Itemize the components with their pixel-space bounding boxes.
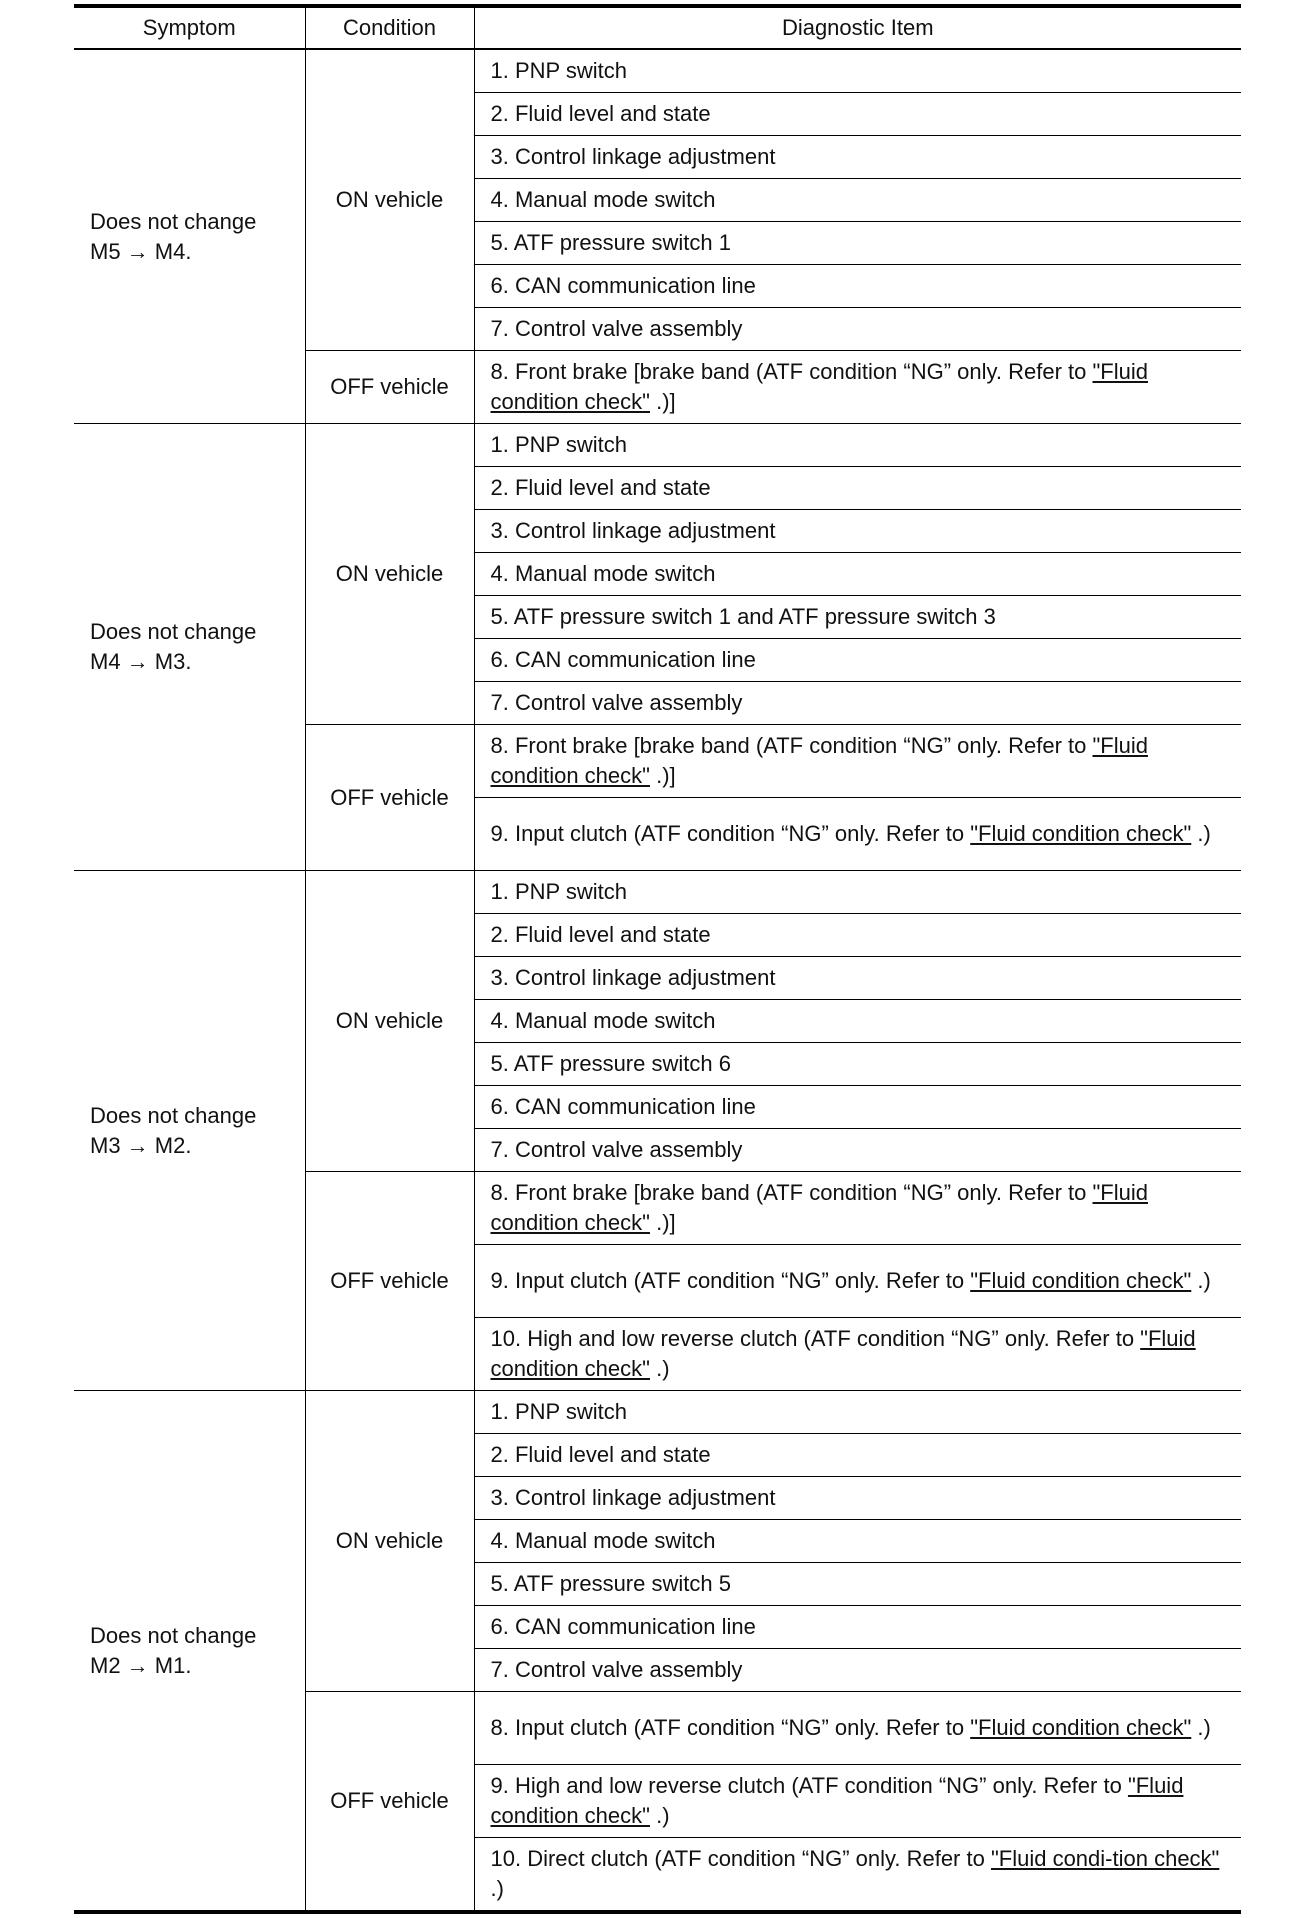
header-diagnostic-item: Diagnostic Item — [474, 6, 1241, 49]
condition-off-vehicle: OFF vehicle — [305, 725, 474, 871]
diagnostic-text: 9. Input clutch (ATF condition “NG” only. Refer to — [490, 1268, 971, 1293]
diagnostic-item: 7. Control valve assembly — [474, 308, 1241, 351]
fluid-condition-check-link[interactable]: "Fluid condition check" — [490, 733, 1148, 788]
diagnostic-item: 6. CAN communication line — [474, 1086, 1241, 1129]
condition-off-vehicle: OFF vehicle — [305, 1692, 474, 1913]
diagnostic-item: 3. Control linkage adjustment — [474, 510, 1241, 553]
fluid-condition-check-link[interactable]: "Fluid condition check" — [970, 1715, 1192, 1740]
symptom-cell — [74, 1391, 305, 1913]
fluid-condition-check-link[interactable]: "Fluid condition check" — [490, 1773, 1184, 1828]
diagnostic-item: 1. PNP switch — [474, 424, 1241, 467]
diagnostic-item: 1. PNP switch — [474, 49, 1241, 93]
diagnostic-item — [474, 1318, 1241, 1391]
condition-on-vehicle: ON vehicle — [305, 49, 474, 351]
condition-on-vehicle: ON vehicle — [305, 871, 474, 1172]
diagnostic-item: 4. Manual mode switch — [474, 1000, 1241, 1043]
diagnostic-item: 5. ATF pressure switch 1 — [474, 222, 1241, 265]
diagnostic-text: 10. Direct clutch (ATF condition “NG” only. Refer to — [490, 1846, 991, 1871]
table-row — [74, 1391, 1241, 1434]
diagnostic-item — [474, 351, 1241, 424]
diagnostic-item — [474, 1172, 1241, 1245]
condition-off-vehicle: OFF vehicle — [305, 1172, 474, 1391]
header-symptom: Symptom — [74, 6, 305, 49]
symptom-line: Does not change — [90, 1622, 257, 1648]
diagnostic-item: 1. PNP switch — [474, 1391, 1241, 1434]
diagnostic-item: 3. Control linkage adjustment — [474, 957, 1241, 1000]
fluid-condition-check-link[interactable]: "Fluid condi-tion check" — [990, 1846, 1220, 1871]
diagnostic-item: 4. Manual mode switch — [474, 179, 1241, 222]
diagnostic-text: 9. High and low reverse clutch (ATF condition “NG” only. Refer to — [490, 1773, 1128, 1798]
fluid-condition-check-link[interactable]: "Fluid condition check" — [490, 1326, 1196, 1381]
diagnostic-item: 5. ATF pressure switch 1 and ATF pressure switch 3 — [474, 596, 1241, 639]
diagnostic-item: 5. ATF pressure switch 6 — [474, 1043, 1241, 1086]
fluid-condition-check-link[interactable]: "Fluid condition check" — [970, 1268, 1192, 1293]
diagnostic-item: 4. Manual mode switch — [474, 553, 1241, 596]
diagnostic-text-end: .) — [649, 1803, 670, 1828]
diagnostic-item: 7. Control valve assembly — [474, 1649, 1241, 1692]
fluid-condition-check-link[interactable]: "Fluid condition check" — [970, 821, 1192, 846]
diagnostic-item — [474, 798, 1241, 871]
diagnostic-text: 9. Input clutch (ATF condition “NG” only. Refer to — [490, 821, 971, 846]
diagnostic-document — [74, 4, 1241, 1914]
symptom-line: Does not change — [90, 208, 257, 234]
fluid-condition-check-link[interactable]: "Fluid condition check" — [490, 359, 1148, 414]
diagnostic-text: 8. Input clutch (ATF condition “NG” only. Refer to — [490, 1715, 971, 1740]
symptom-cell — [74, 871, 305, 1391]
diagnostic-text-end: .)] — [649, 1210, 676, 1235]
diagnostic-item — [474, 725, 1241, 798]
diagnostic-item: 2. Fluid level and state — [474, 93, 1241, 136]
diagnostic-item: 2. Fluid level and state — [474, 914, 1241, 957]
symptom-gear-shift: M2 → M1. — [90, 1652, 192, 1678]
symptom-cell — [74, 49, 305, 424]
condition-on-vehicle: ON vehicle — [305, 424, 474, 725]
diagnostic-item: 7. Control valve assembly — [474, 682, 1241, 725]
fluid-condition-check-link[interactable]: "Fluid condition check" — [490, 1180, 1148, 1235]
symptom-cell — [74, 424, 305, 871]
symptom-gear-shift: M5 → M4. — [90, 238, 192, 264]
diagnostic-item: 3. Control linkage adjustment — [474, 136, 1241, 179]
symptom-line: Does not change — [90, 619, 257, 644]
symptom-line: Does not change — [90, 1102, 257, 1128]
condition-on-vehicle: ON vehicle — [305, 1391, 474, 1692]
diagnostic-table — [74, 4, 1241, 1914]
diagnostic-item — [474, 1838, 1241, 1913]
table-body — [74, 49, 1241, 1912]
diagnostic-text-end: .) — [649, 1356, 670, 1381]
diagnostic-text: 8. Front brake [brake band (ATF condition “NG” only. Refer to — [490, 733, 1093, 758]
diagnostic-item: 1. PNP switch — [474, 871, 1241, 914]
table-row — [74, 424, 1241, 467]
diagnostic-text-end: .) — [490, 1876, 504, 1901]
diagnostic-item: 6. CAN communication line — [474, 265, 1241, 308]
diagnostic-text-end: .) — [1191, 1715, 1211, 1740]
diagnostic-item — [474, 1692, 1241, 1765]
diagnostic-item: 6. CAN communication line — [474, 639, 1241, 682]
diagnostic-item — [474, 1765, 1241, 1838]
diagnostic-item: 2. Fluid level and state — [474, 1434, 1241, 1477]
diagnostic-text-end: .)] — [649, 389, 676, 414]
condition-off-vehicle: OFF vehicle — [305, 351, 474, 424]
table-row — [74, 871, 1241, 914]
table-row — [74, 49, 1241, 93]
diagnostic-item: 6. CAN communication line — [474, 1606, 1241, 1649]
diagnostic-text: 8. Front brake [brake band (ATF condition “NG” only. Refer to — [490, 1180, 1093, 1205]
diagnostic-item: 5. ATF pressure switch 5 — [474, 1563, 1241, 1606]
symptom-gear-shift: M4 → M3. — [90, 649, 192, 674]
diagnostic-text: 10. High and low reverse clutch (ATF condition “NG” only. Refer to — [490, 1326, 1141, 1351]
diagnostic-text-end: .) — [1191, 821, 1211, 846]
diagnostic-item: 7. Control valve assembly — [474, 1129, 1241, 1172]
diagnostic-item: 4. Manual mode switch — [474, 1520, 1241, 1563]
diagnostic-item: 2. Fluid level and state — [474, 467, 1241, 510]
diagnostic-item: 3. Control linkage adjustment — [474, 1477, 1241, 1520]
diagnostic-text: 8. Front brake [brake band (ATF condition “NG” only. Refer to — [490, 359, 1093, 384]
header-condition: Condition — [305, 6, 474, 49]
table-header-row — [74, 6, 1241, 49]
symptom-gear-shift: M3 → M2. — [90, 1132, 192, 1158]
diagnostic-text-end: .) — [1191, 1268, 1211, 1293]
diagnostic-text-end: .)] — [649, 763, 676, 788]
diagnostic-item — [474, 1245, 1241, 1318]
